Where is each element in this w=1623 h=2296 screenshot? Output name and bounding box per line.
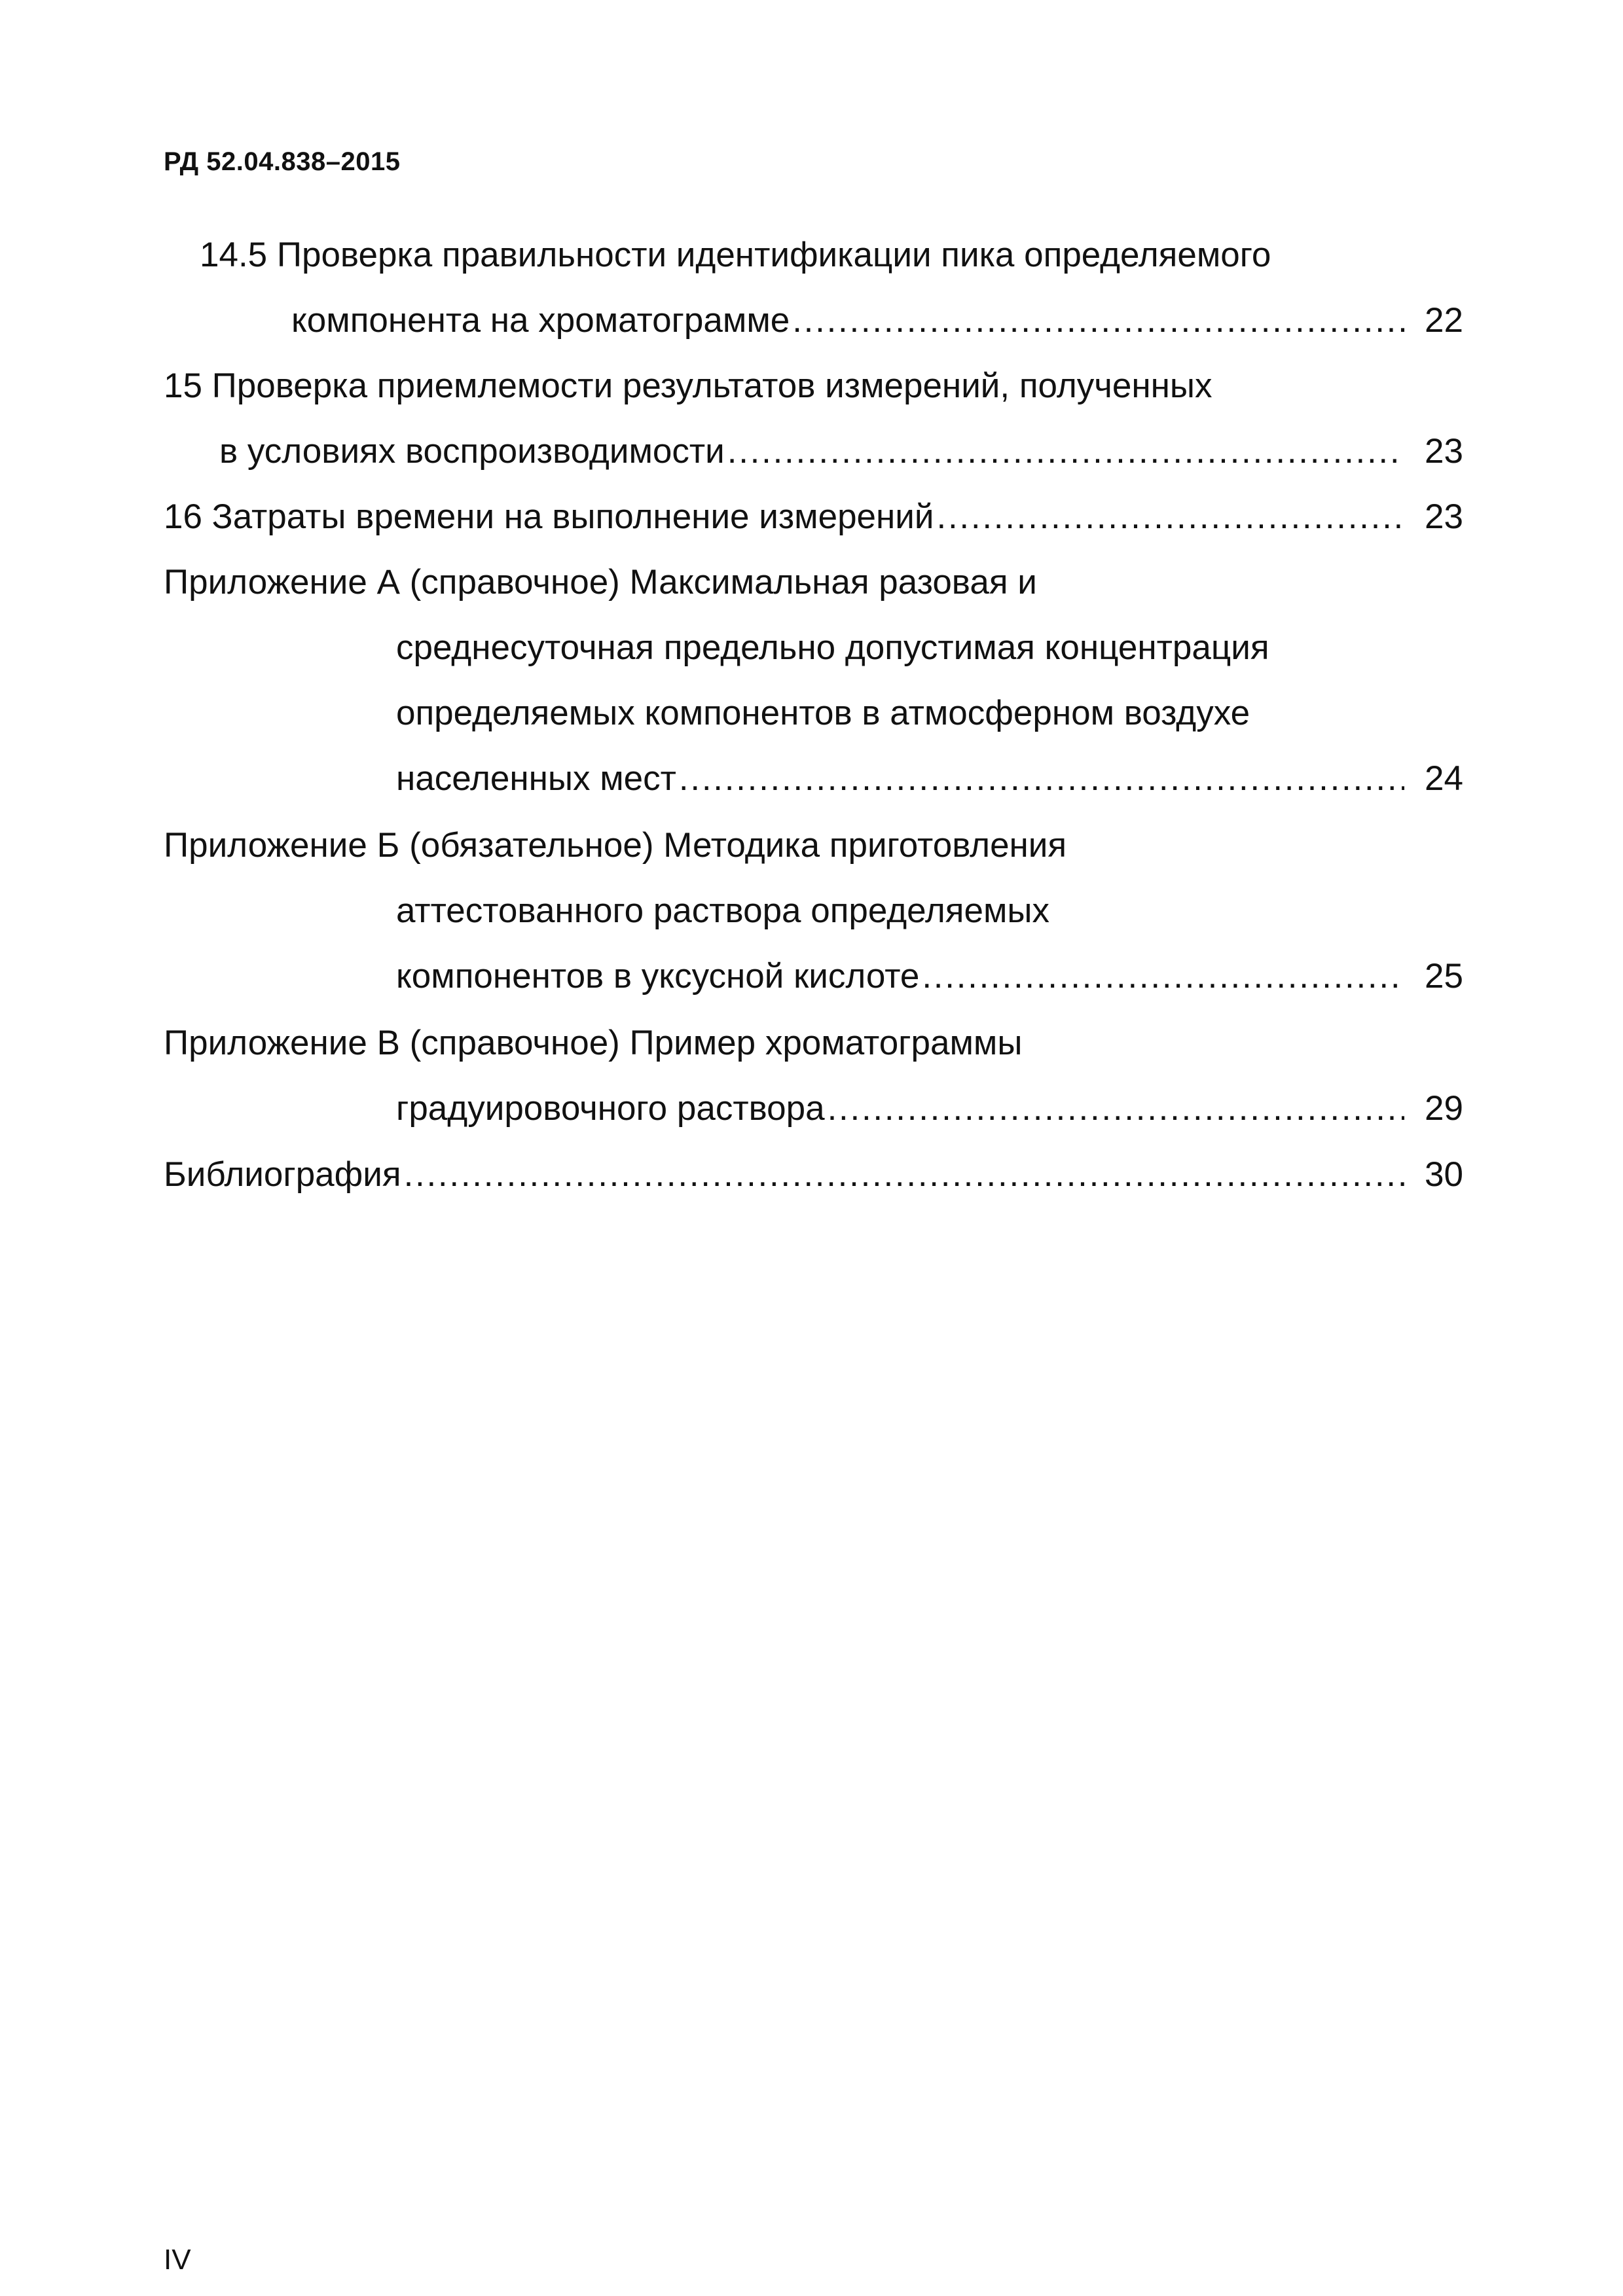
toc-entry-14-5-line-1: 14.5 Проверка правильности идентификации пика определяемого bbox=[200, 236, 1271, 274]
toc-entry-14-5-line-2: компонента на хроматограмме bbox=[291, 301, 790, 340]
toc-entry-16-label: 16 Затраты времени на выполнение измерений bbox=[164, 497, 934, 536]
toc-page-number: 23 bbox=[1425, 497, 1463, 536]
toc-page-number: 30 bbox=[1425, 1155, 1463, 1194]
toc-page-number: 29 bbox=[1425, 1089, 1463, 1128]
toc-appendix-a[interactable] bbox=[396, 759, 1463, 798]
dot-leader bbox=[828, 1089, 1404, 1128]
dot-leader bbox=[792, 301, 1404, 340]
toc-appendix-b-line-2: аттестованного раствора определяемых bbox=[396, 891, 1049, 930]
toc-bibliography[interactable] bbox=[164, 1155, 1463, 1194]
toc-appendix-v-line-2: градуировочного раствора bbox=[396, 1089, 825, 1128]
page-number: IV bbox=[164, 2244, 191, 2276]
toc-entry-15-line-1: 15 Проверка приемлемости результатов измерений, полученных bbox=[164, 367, 1213, 405]
toc-appendix-v[interactable] bbox=[396, 1089, 1463, 1128]
toc-entry-14-5[interactable] bbox=[291, 301, 1463, 340]
toc-appendix-b-line-1: Приложение Б (обязательное) Методика приготовления bbox=[164, 826, 1067, 865]
toc-appendix-v-line-1: Приложение В (справочное) Пример хроматограммы bbox=[164, 1024, 1023, 1062]
toc-page-number: 22 bbox=[1425, 301, 1463, 340]
document-id: РД 52.04.838–2015 bbox=[164, 147, 401, 176]
toc-bibliography-label: Библиография bbox=[164, 1155, 401, 1194]
toc-appendix-b[interactable] bbox=[396, 957, 1463, 996]
dot-leader bbox=[679, 759, 1404, 798]
toc-entry-15[interactable] bbox=[219, 432, 1463, 471]
toc-appendix-a-line-3: определяемых компонентов в атмосферном воздухе bbox=[396, 694, 1250, 732]
dot-leader bbox=[404, 1155, 1404, 1194]
toc-entry-15-line-2: в условиях воспроизводимости bbox=[219, 432, 725, 471]
toc-appendix-a-line-1: Приложение А (справочное) Максимальная разовая и bbox=[164, 563, 1037, 601]
toc-entry-16[interactable] bbox=[164, 497, 1463, 537]
dot-leader bbox=[937, 497, 1404, 537]
toc-appendix-a-line-2: среднесуточная предельно допустимая концентрация bbox=[396, 628, 1269, 667]
toc-page-number: 24 bbox=[1425, 759, 1463, 798]
dot-leader bbox=[727, 432, 1404, 471]
toc-appendix-a-line-4: населенных мест bbox=[396, 759, 676, 798]
toc-page-number: 23 bbox=[1425, 432, 1463, 471]
dot-leader bbox=[922, 957, 1404, 996]
toc-page-number: 25 bbox=[1425, 957, 1463, 996]
toc-appendix-b-line-3: компонентов в уксусной кислоте bbox=[396, 957, 920, 996]
